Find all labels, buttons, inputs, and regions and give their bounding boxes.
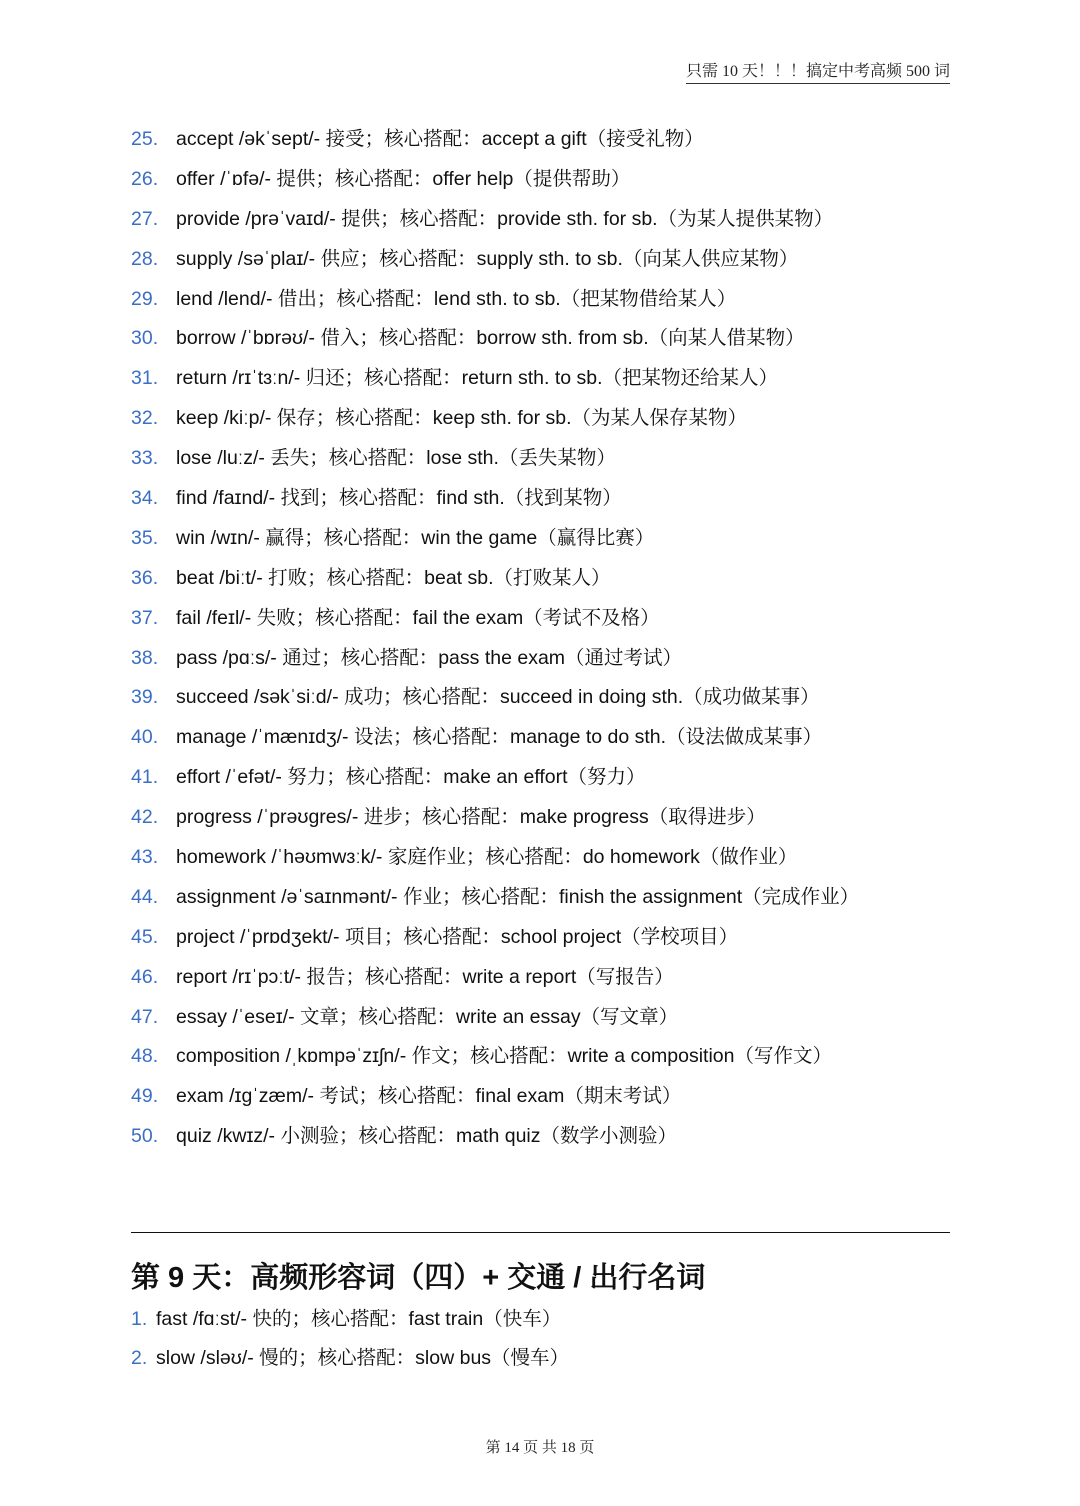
list-item [131, 240, 961, 280]
list-item [131, 399, 961, 439]
item-number: 33. [131, 447, 159, 470]
page-footer: 第 14 页 共 18 页 [485, 1440, 595, 1456]
item-text: composition /ˌkɒmpəˈzɪʃn/- 作文；核心搭配：write a composition（写作文） [176, 1045, 833, 1068]
item-text: project /ˈprɒdʒekt/- 项目；核心搭配：school project（学校项目） [176, 925, 739, 948]
list-item [131, 958, 961, 998]
page-header: 只需 10 天！！！搞定中考高频 500 词 [686, 58, 950, 84]
list-item [131, 479, 961, 519]
list-item [131, 998, 961, 1038]
item-text: lend /lend/- 借出；核心搭配：lend sth. to sb.（把某物借给某人） [176, 287, 737, 310]
item-text: win /wɪn/- 赢得；核心搭配：win the game（赢得比赛） [176, 526, 655, 549]
item-text: borrow /ˈbɒrəʊ/- 借入；核心搭配：borrow sth. from sb.（向某人借某物） [176, 327, 805, 350]
list-item [131, 519, 961, 559]
item-text: fail /feɪl/- 失败；核心搭配：fail the exam（考试不及格） [176, 606, 660, 629]
item-number: 25. [131, 128, 159, 150]
list-item [131, 1339, 961, 1378]
item-number: 26. [131, 167, 159, 190]
item-number: 38. [131, 646, 159, 669]
list-item [131, 798, 961, 838]
item-text: progress /ˈprəʊgres/- 进步；核心搭配：make progress（取得进步） [176, 806, 766, 829]
item-number: 43. [131, 846, 159, 869]
list-item [131, 918, 961, 958]
item-text: assignment /əˈsaɪnmənt/- 作业；核心搭配：finish the assignment（完成作业） [176, 885, 860, 908]
item-text: return /rɪˈtɜːn/- 归还；核心搭配：return sth. to sb.（把某物还给某人） [176, 367, 779, 390]
item-text: keep /kiːp/- 保存；核心搭配：keep sth. for sb.（为某人保存某物） [176, 407, 748, 430]
item-text: find /faɪnd/- 找到；核心搭配：find sth.（找到某物） [176, 487, 622, 510]
list-item [131, 1300, 961, 1339]
list-item [131, 758, 961, 798]
list-item [131, 878, 961, 918]
item-number: 49. [131, 1085, 159, 1108]
list-item [131, 359, 961, 399]
item-text: fast /fɑːst/- 快的；核心搭配：fast train（快车） [156, 1308, 562, 1330]
item-text: pass /pɑːs/- 通过；核心搭配：pass the exam（通过考试） [176, 646, 683, 669]
vocab-list-day9 [131, 1300, 961, 1378]
item-number: 41. [131, 766, 159, 789]
item-text: effort /ˈefət/- 努力；核心搭配：make an effort（努力） [176, 766, 646, 789]
item-number: 27. [131, 207, 159, 230]
list-item [131, 639, 961, 679]
list-item [131, 1117, 961, 1157]
item-text: quiz /kwɪz/- 小测验；核心搭配：math quiz（数学小测验） [176, 1125, 678, 1148]
item-number: 28. [131, 247, 159, 270]
item-text: beat /biːt/- 打败；核心搭配：beat sb.（打败某人） [176, 566, 611, 589]
item-text: slow /sləʊ/- 慢的；核心搭配：slow bus（慢车） [156, 1347, 570, 1369]
item-number: 45. [131, 925, 159, 948]
item-number: 48. [131, 1045, 159, 1068]
section-title: 第 9 天：高频形容词（四）+ 交通 / 出行名词 [131, 1262, 706, 1294]
list-item [131, 559, 961, 599]
item-number: 44. [131, 885, 159, 908]
item-number: 37. [131, 606, 159, 629]
item-number: 39. [131, 686, 159, 709]
list-item [131, 718, 961, 758]
list-item [131, 280, 961, 320]
item-text: offer /ˈɒfə/- 提供；核心搭配：offer help（提供帮助） [176, 167, 631, 190]
item-text: report /rɪˈpɔːt/- 报告；核心搭配：write a report（写报告） [176, 965, 674, 988]
item-number: 47. [131, 1005, 159, 1028]
item-number: 30. [131, 327, 159, 350]
item-text: supply /səˈplaɪ/- 供应；核心搭配：supply sth. to sb.（向某人供应某物） [176, 247, 799, 270]
item-number: 34. [131, 487, 159, 510]
item-number: 1. [131, 1308, 148, 1330]
item-number: 40. [131, 726, 159, 749]
item-number: 2. [131, 1347, 148, 1369]
item-text: exam /ɪgˈzæm/- 考试；核心搭配：final exam（期末考试） [176, 1085, 682, 1108]
item-text: succeed /səkˈsiːd/- 成功；核心搭配：succeed in doing sth.（成功做某事） [176, 686, 820, 709]
item-text: accept /əkˈsept/- 接受；核心搭配：accept a gift（接受礼物） [176, 128, 704, 150]
item-text: homework /ˈhəʊmwɜːk/- 家庭作业；核心搭配：do homework（做作业） [176, 846, 798, 869]
list-item [131, 678, 961, 718]
list-item [131, 160, 961, 200]
item-number: 32. [131, 407, 159, 430]
item-text: manage /ˈmænɪdʒ/- 设法；核心搭配：manage to do sth.（设法做成某事） [176, 726, 823, 749]
list-item [131, 200, 961, 240]
list-item [131, 838, 961, 878]
item-number: 42. [131, 806, 159, 829]
list-item [131, 439, 961, 479]
section-divider [131, 1232, 950, 1233]
list-item [131, 319, 961, 359]
item-number: 46. [131, 965, 159, 988]
list-item [131, 599, 961, 639]
list-item [131, 120, 961, 160]
item-text: provide /prəˈvaɪd/- 提供；核心搭配：provide sth. for sb.（为某人提供某物） [176, 207, 834, 230]
item-number: 35. [131, 526, 159, 549]
item-number: 29. [131, 287, 159, 310]
item-number: 31. [131, 367, 159, 390]
vocab-list [131, 120, 961, 1157]
item-number: 36. [131, 566, 159, 589]
item-number: 50. [131, 1125, 159, 1148]
list-item [131, 1037, 961, 1077]
item-text: essay /ˈeseɪ/- 文章；核心搭配：write an essay（写文章） [176, 1005, 679, 1028]
item-text: lose /luːz/- 丢失；核心搭配：lose sth.（丢失某物） [176, 447, 616, 470]
list-item [131, 1077, 961, 1117]
